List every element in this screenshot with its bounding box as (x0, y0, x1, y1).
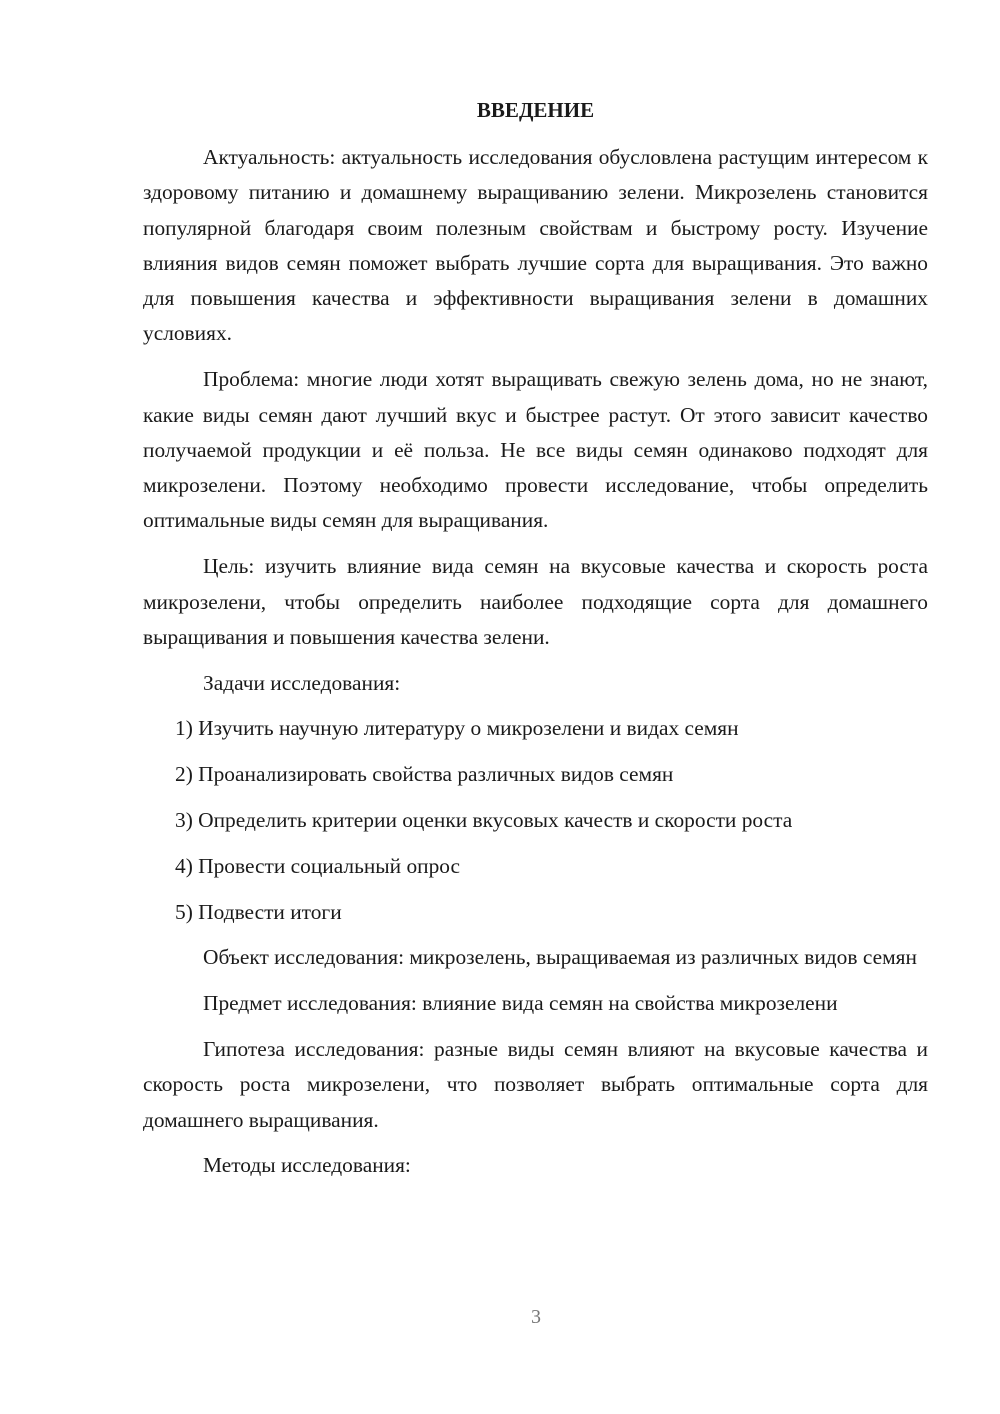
task-item: 4) Провести социальный опрос (175, 853, 461, 878)
task-item: 1) Изучить научную литературу о микрозелени и видах семян (175, 716, 739, 741)
task-item: 5) Подвести итоги (175, 899, 342, 924)
page-number: 3 (531, 1306, 541, 1328)
task-item: 2) Проанализировать свойства различных видов семян (175, 762, 674, 787)
methods-heading: Методы исследования: (203, 1153, 411, 1178)
subject-paragraph: Предмет исследования: влияние вида семян на свойства микрозелени (203, 991, 838, 1016)
task-item: 3) Определить критерии оценки вкусовых качеств и скорости роста (175, 808, 793, 833)
page-title: ВВЕДЕНИЕ (476, 98, 595, 122)
problem-paragraph: Проблема: многие люди хотят выращивать свежую зелень дома, но не знают, какие виды семян дают лучший вкус и быстрее растут. От этого зависит качество получаемой продукции и её польза. Не все виды семян одинаково подходят для микрозелени. Поэтому необходимо провести исследование, чтобы определить оптимальные виды семян для выращивания. (143, 367, 928, 533)
tasks-heading: Задачи исследования: (203, 670, 401, 695)
object-paragraph: Объект исследования: микрозелень, выращиваемая из различных видов семян (203, 945, 917, 970)
relevance-paragraph: Актуальность: актуальность исследования обусловлена растущим интересом к здоровому питанию и домашнему выращиванию зелени. Микрозелень становится популярной благодаря своим полезным свойствам и быстрому росту. Изучение влияния видов семян поможет выбрать лучшие сорта для выращивания. Это важно для повышения качества и эффективности выращивания зелени в домашних условиях. (143, 145, 928, 346)
goal-paragraph: Цель: изучить влияние вида семян на вкусовые качества и скорость роста микрозелени, чтобы определить наиболее подходящие сорта для домашнего выращивания и повышения качества зелени. (143, 554, 928, 649)
document-page (143, 93, 928, 1194)
hypothesis-paragraph: Гипотеза исследования: разные виды семян влияют на вкусовые качества и скорость роста микрозелени, что позволяет выбрать оптимальные сорта для домашнего выращивания. (143, 1037, 928, 1132)
